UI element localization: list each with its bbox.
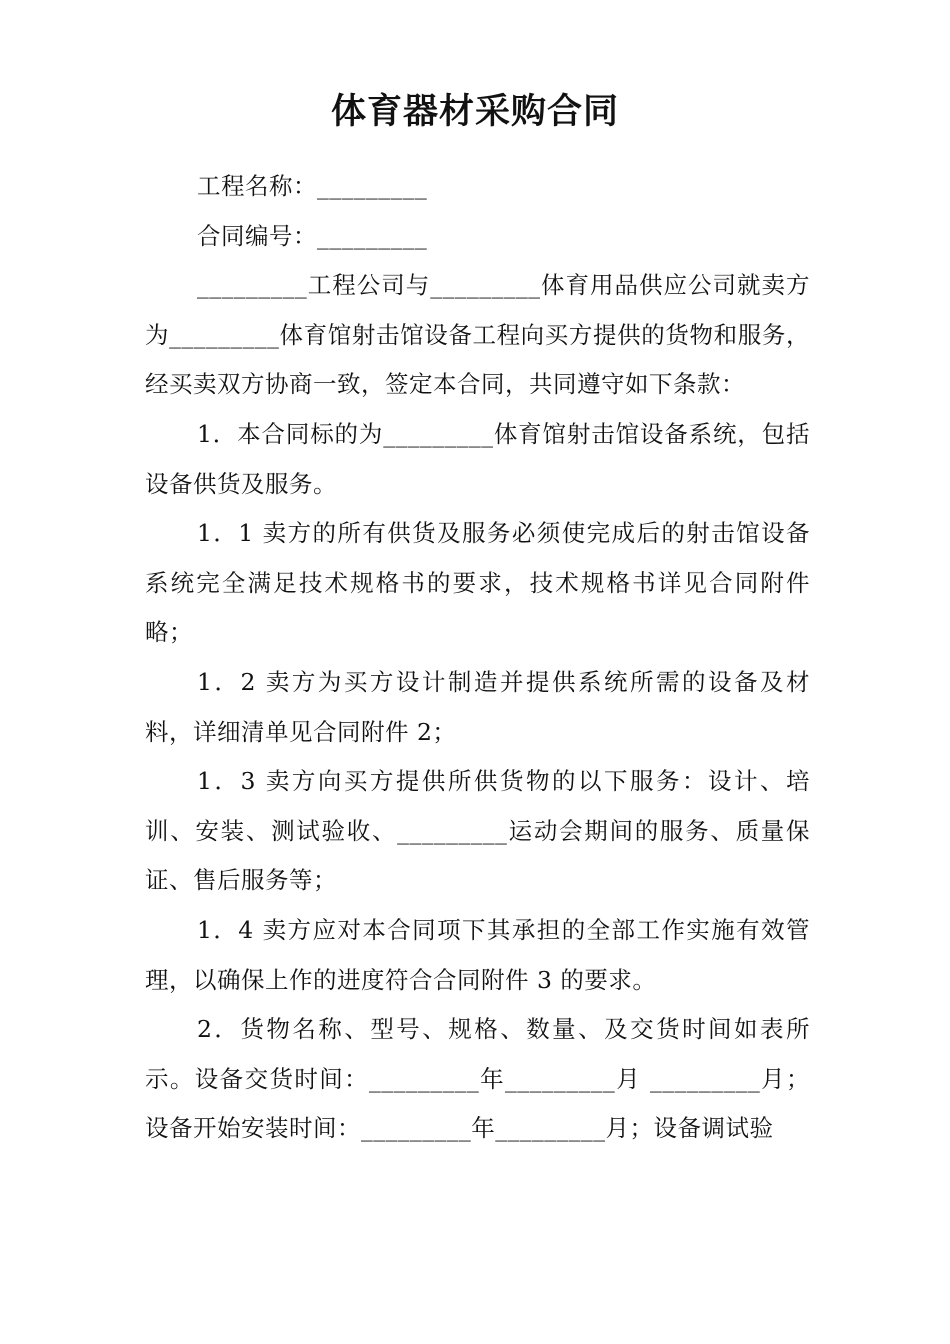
project-name-field: 工程名称：_________ xyxy=(197,172,428,200)
document-body xyxy=(145,162,810,1154)
clause-1-1: 1．1 卖方的所有供货及服务必须使完成后的射击馆设备系统完全满足技术规格书的要求，技术规格书详见合同附件略； xyxy=(145,519,810,647)
clause-2: 2．货物名称、型号、规格、数量、及交货时间如表所示。设备交货时间：_________年_________月 _________月；设备开始安装时间：_________年_________月；设备调试验 xyxy=(145,1015,810,1143)
clause-1: 1．本合同标的为_________体育馆射击馆设备系统，包括设备供货及服务。 xyxy=(145,419,810,498)
intro-paragraph: _________工程公司与_________体育用品供应公司就卖方为_________体育馆射击馆设备工程向买方提供的货物和服务，经买卖双方协商一致，签定本合同，共同遵守如下条款： xyxy=(145,271,810,399)
document-title: 体育器材采购合同 xyxy=(330,92,619,132)
clause-1-3: 1．3 卖方向买方提供所供货物的以下服务：设计、培训、安装、测试验收、_________运动会期间的服务、质量保证、售后服务等； xyxy=(145,767,810,895)
clause-1-2: 1．2 卖方为买方设计制造并提供系统所需的设备及材料，详细清单见合同附件 2； xyxy=(145,667,810,746)
contract-number-field: 合同编号：_________ xyxy=(197,221,428,250)
clause-1-4: 1．4 卖方应对本合同项下其承担的全部工作实施有效管理，以确保上作的进度符合合同附件 3 的要求。 xyxy=(145,915,810,994)
